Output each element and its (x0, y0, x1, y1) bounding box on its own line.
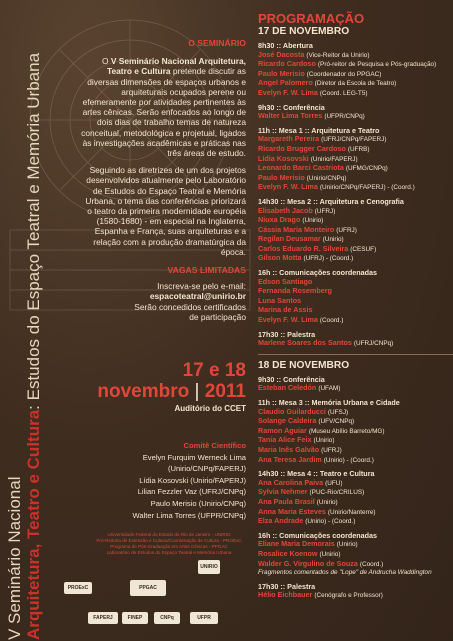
speaker-name: Marlene Soares dos Santos (258, 338, 352, 348)
speaker-affiliation: (PUC-Rio/CRILUS) (309, 489, 365, 497)
speaker-affiliation: (Unirio) (313, 437, 335, 445)
session-title: 9h30 :: Conferência (258, 102, 325, 112)
session-title: 8h30 :: Abertura (258, 41, 313, 50)
faperj-logo: FAPERJ (88, 612, 118, 624)
about-paragraph-1: O V Seminário Nacional Arquitetura, Teatro e Cultura pretende discutir as diversas dimensões de espaços urbanos e arquiteturais ocupados perene ou efemeramente por atividades pertinentes às artes cênicas. Serão enfocados ao longo de dois dias de trabalho temas de natureza conceitual, metodológica e projetual, ligados às investigações acadêmicas e práticas nas três áreas de estudo. (81, 56, 246, 159)
speaker-affiliation: (Museu Abílio Barreto/MG) (308, 427, 385, 435)
seminar-name (24, 53, 44, 640)
session-block (258, 104, 453, 122)
seminar-name-bold: V Seminário Nacional Arquitetura, Teatro e Cultura (106, 56, 246, 77)
speaker-name: Carlos Eduardo R. Silveira (258, 243, 349, 253)
speaker-name: Ramon Aguiar (258, 425, 307, 435)
event-days: 17 e 18 (182, 360, 246, 381)
speaker-name: Elza Andrade (258, 516, 304, 526)
speaker-affiliation: (Pró-reitor de Pesquisa e Pós-graduação) (317, 61, 437, 69)
speaker-name: Ana Teresa Jardim (258, 454, 322, 464)
speaker-affiliation: (UFPR/CNPq) (324, 113, 365, 121)
committee-member: Evelyn Furquim Werneck Lima (142, 452, 246, 462)
speaker-name: Paulo Merisio (258, 172, 305, 182)
about-heading: O SEMINÁRIO (188, 38, 246, 48)
day-divider (258, 354, 453, 355)
speaker-name: Angel Palomero (258, 78, 313, 88)
speaker-row (258, 339, 453, 349)
speaker-name: Lídia Kosovski (258, 153, 309, 163)
vagas-line1: Inscreva-se pelo e-mail: (157, 281, 246, 292)
committee-title: Comitê Científico (183, 441, 246, 450)
speaker-row (258, 183, 453, 193)
speaker-affiliation: (Unirio) - (Coord.) (305, 518, 356, 526)
session-title: 17h30 :: Palestra (258, 329, 316, 339)
speaker-affiliation: (Unirio/CNPq) (306, 174, 347, 182)
speaker-name: Evelyn F. W. Lima (258, 182, 318, 192)
speaker-row (258, 384, 453, 394)
speaker-affiliation: (UFU) (325, 479, 343, 487)
session-block (258, 331, 453, 349)
speaker-affiliation: (UFV/CNPq) (318, 418, 355, 426)
speaker-affiliation: (Vice-Reitor da Unirio) (306, 51, 370, 59)
ppgac-logo: PPGAC (130, 580, 166, 596)
seminar-name-rest: : Estudos do Espaço Teatral e Memória Urbana (24, 52, 43, 410)
finep-logo: FINEP (122, 612, 148, 624)
speaker-name: Anna Maria Esteves (258, 506, 326, 516)
speaker-affiliation: (Diretor da Escola de Teatro) (314, 80, 397, 88)
speaker-name: Marina de Assis (258, 305, 313, 315)
proexc-logo: PROExC (64, 582, 92, 594)
day1-schedule (258, 42, 453, 349)
speaker-affiliation: (UFRJ) (314, 207, 336, 215)
speaker-row (258, 560, 453, 570)
cnpq-logo: CNPq (154, 612, 180, 624)
speaker-name: Tania Alice Feix (258, 435, 312, 445)
unirio-logo: UNIRIO (198, 560, 220, 574)
committee-member: Paulo Merisio (Unirio/CNPq) (150, 498, 246, 508)
speaker-affiliation: (CESUF) (350, 245, 377, 253)
sponsor-logos (60, 560, 250, 635)
sponsors-section (88, 532, 250, 556)
committee-member: (Unirio/CNPq/FAPERJ) (167, 464, 246, 474)
speaker-affiliation: (Unirio/FAPERJ) (310, 155, 358, 163)
speaker-affiliation: (Unirio) (316, 498, 338, 506)
speaker-name: Luna Santos (258, 295, 302, 305)
session-block (258, 470, 453, 527)
ufpr-logo: UFPR (190, 612, 218, 624)
speaker-name: Maria Inês Galvão (258, 444, 320, 454)
sponsor-line: Pró-Reitoria de Extensão e Cultura/Coordenação de Cultura - PROExC (96, 538, 242, 543)
event-dates (90, 360, 246, 413)
speaker-affiliation: (Unirio) (322, 236, 344, 244)
registration-email[interactable]: espacoteatral@unirio.br (149, 291, 246, 302)
vagas-heading: VAGAS LIMITADAS (167, 265, 246, 276)
session-title: 14h30 :: Mesa 4 :: Teatro e Cultura (258, 469, 375, 479)
speaker-name: Ana Paula Brasil (258, 496, 315, 506)
vagas-line3: Serão concedidos certificados (134, 301, 246, 312)
speaker-name: Leonardo Barci Castriota (258, 163, 344, 173)
speaker-name: Esteban Celedón (258, 383, 317, 393)
speaker-name: Niuxa Drago (258, 215, 301, 225)
speaker-name: Fernanda Rosemberg (258, 286, 332, 296)
speaker-affiliation: (UFRJ) (321, 446, 342, 454)
speaker-name: Margareth Pereira (258, 134, 320, 144)
speaker-name: Walter Lima Torres (258, 111, 323, 121)
session-title: 17h30 :: Palestra (258, 581, 316, 591)
speaker-affiliation: (UFMG/CNPq) (345, 165, 388, 173)
vertical-title (6, 53, 44, 640)
speaker-affiliation: (UFRJ) (336, 226, 357, 234)
seminar-edition: V Seminário Nacional (5, 476, 24, 640)
speaker-affiliation: (Unirio/CNPq/FAPERJ) - (Coord.) (319, 184, 415, 192)
speaker-name: Ana Carolina Paiva (258, 477, 324, 487)
speaker-row (258, 254, 453, 264)
speaker-affiliation: (Unirio/Nanterre) (327, 508, 376, 516)
speaker-affiliation: (UFRJ) - (Coord.) (303, 255, 354, 263)
speaker-affiliation: (Cenógrafo e Professor) (314, 592, 383, 600)
speaker-name: Cássia Maria Monteiro (258, 224, 335, 234)
speaker-affiliation: (Unirio) (302, 217, 324, 225)
speaker-name: Claudio Guilarducci (258, 406, 326, 416)
speaker-affiliation: (Unirio) (336, 541, 358, 549)
about-section (80, 38, 246, 322)
speaker-affiliation: (UFRB) (347, 145, 370, 153)
speaker-affiliation: (UFRJ/CNPq/FAPERJ) (321, 136, 387, 144)
session-block (258, 42, 453, 99)
speaker-name: Evelyn F. W. Lima (258, 315, 318, 325)
session-title: 16h :: Comunicações coordenadas (258, 530, 378, 540)
speaker-row (258, 316, 453, 326)
about-paragraph-2: Seguindo as diretrizes de um dos projetos desenvolvidos atualmente pelo Laboratório de Estudos do Espaço Teatral e Memória Urbana, o tema das conferências priorizará o teatro da primeira modernidade européia (1580-1680) - em especial na Inglaterra, Espanha e França, suas arquiteturas e a relação com a produção dramatúrgica da época. (85, 165, 246, 257)
session-block (258, 532, 453, 578)
day2-schedule (258, 376, 453, 601)
speaker-affiliation: (Coord.) (319, 317, 344, 325)
committee-member: Lídia Kosovski (Unirio/FAPERJ) (139, 475, 246, 485)
session-block (258, 376, 453, 394)
speaker-row (258, 517, 453, 527)
session-block (258, 127, 453, 193)
session-block (258, 198, 453, 264)
speaker-name: Solange Caldeira (258, 416, 317, 426)
speaker-name: Evelyn F. W. Lima (258, 87, 318, 97)
speaker-affiliation: (Coordenador do PPGAC) (306, 70, 382, 78)
speaker-row (258, 591, 453, 601)
speaker-name: Sylvia Nehmer (258, 487, 308, 497)
session-block (258, 583, 453, 601)
session-note: Fragmentos comentados de "Lope" de Andrucha Waddington (258, 569, 432, 577)
session-title: 14h30 :: Mesa 2 :: Arquitetura e Cenografia (258, 196, 404, 206)
speaker-name: Elisabeth Jacob (258, 205, 313, 215)
speaker-affiliation: (UFSJ) (327, 408, 349, 416)
speaker-row (258, 112, 453, 122)
session-title: 11h :: Mesa 1 :: Arquitetura e Teatro (258, 125, 380, 135)
speaker-name: Paulo Merisio (258, 68, 305, 78)
speaker-affiliation: (UFAM) (318, 385, 341, 393)
session-title: 9h30 :: Conferência (258, 374, 325, 384)
speaker-affiliation: (UFRJ/CNPq) (353, 340, 394, 348)
sponsor-line: Laboratório de Estudos do Espaço Teatral e Memória Urbana (106, 550, 232, 555)
event-venue: Auditório do CCET (174, 404, 246, 413)
day1-title: 17 DE NOVEMBRO (258, 26, 350, 37)
session-block (258, 399, 453, 465)
speaker-name: Hélio Eichbauer (258, 590, 313, 600)
sponsor-line: Programa de Pós-Graduação em Artes Cênicas - PPGAC (110, 544, 228, 549)
sponsor-line: Universidade Federal do Estado do Rio de Janeiro - UNIRIO (107, 532, 231, 537)
speaker-name: Walder G. Virgulino de Souza (258, 558, 358, 568)
speaker-name: Ricardo Cardoso (258, 59, 316, 69)
scientific-committee (96, 440, 246, 521)
day2-title: 18 DE NOVEMBRO (258, 359, 350, 371)
speaker-row (258, 456, 453, 466)
speaker-affiliation: (Unirio) (319, 550, 341, 558)
speaker-row (258, 89, 453, 99)
speaker-name: Gilson Motta (258, 253, 302, 263)
programme-title: PROGRAMAÇÃO (258, 11, 365, 26)
speaker-name: Rosalice Koenow (258, 548, 318, 558)
session-title: 16h :: Comunicações coordenadas (258, 268, 378, 278)
vagas-line4: de participação (189, 311, 246, 322)
speaker-affiliation: (Coord. LEG-T5) (319, 89, 368, 97)
speaker-affiliation: (Unirio) - (Coord.) (323, 456, 374, 464)
programme-column (258, 12, 453, 606)
committee-member: Lilian Fezzler Vaz (UFRJ/CNPq) (137, 487, 246, 497)
speaker-name: Eliane Maria Demorais (258, 539, 335, 549)
speaker-name: Ricardo Brugger Cardoso (258, 143, 346, 153)
committee-member: Walter Lima Torres (UFPR/CNPq) (132, 510, 246, 520)
speaker-affiliation: (Coord.) (359, 560, 384, 568)
session-title: 11h :: Mesa 3 :: Memória Urbana e Cidade (258, 398, 400, 407)
speaker-name: Regilan Deusamar (258, 234, 321, 244)
seminar-name-highlight: Arquitetura, Teatro e Cultura (24, 409, 43, 640)
speaker-name: Edson Santiago (258, 276, 313, 286)
session-block (258, 269, 453, 326)
event-month-year: novembro | 2011 (97, 381, 246, 402)
speaker-name: José Dacosta (258, 49, 305, 59)
